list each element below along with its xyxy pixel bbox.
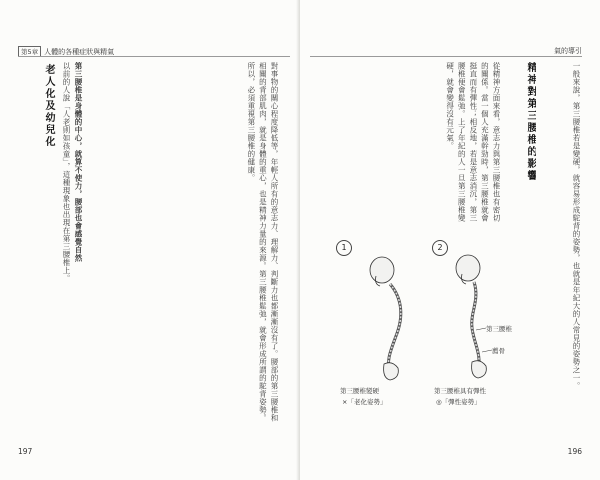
header-rule — [18, 56, 290, 57]
section-header: 氣的導引 — [554, 47, 582, 55]
caption-right-line2: ◎「彈性姿勢」 — [436, 398, 481, 406]
caption-right-line1: 第三腰椎具有彈性 — [434, 387, 486, 395]
left-paragraph-end: 以前的人說「人老則如孩童」，這種現象也出現在第三腰椎上。 — [62, 62, 71, 283]
left-paragraph-main: 對事物的關心程度降低等，年輕人所有的意志力、理解力、判斷力也都漸漸沒有了。腰部的第三腰椎和相關的背部肌肉，就是身體的重心，也是精神力量的來源。第三腰椎鬆弛，就會形成所謂的駝背姿勢。所以，必須重視第三腰椎的健康。 — [246, 62, 279, 422]
left-section-heading: 老人化及幼兒化 — [43, 64, 54, 148]
sacrum-leader-line — [482, 350, 492, 352]
skull-right — [456, 255, 480, 281]
pelvis-right — [472, 361, 487, 378]
l3-leader-line — [476, 328, 486, 330]
left-end-paragraph — [18, 62, 72, 424]
caption-left-line1: 第三腰椎變硬 — [340, 387, 379, 395]
flexible-spine-figure — [456, 255, 492, 378]
spine-curve-left — [388, 284, 400, 374]
label-sacrum: 薦骨 — [492, 347, 505, 355]
spine-figure — [328, 240, 528, 420]
left-emphasis-paragraph — [72, 62, 84, 424]
header-rule — [310, 56, 582, 57]
right-intro-paragraph — [558, 62, 582, 424]
right-section-heading: 精神對第三腰椎的影響 — [525, 62, 536, 182]
chapter-label: 第5章 — [18, 46, 41, 57]
left-paragraph-emph: 第三腰椎是身體的中心，就算不使力，腰部也會感覺自然 — [74, 62, 83, 262]
aged-spine-figure — [370, 257, 401, 380]
spine-curve-right — [472, 282, 479, 372]
right-page — [300, 0, 600, 480]
skull-left — [370, 257, 394, 283]
left-main-paragraph — [98, 62, 280, 424]
right-paragraph-body: 從精神方面來看，意志力與第三腰椎也有密切的關係。當一個人充滿幹勁時，第三腰椎就會挺直而有彈性；相反地，若是意志消沉，第三腰椎便會鬆弛。上了年紀的人一旦第三腰椎變硬，就會變得沒有元氣。 — [445, 62, 501, 222]
page-number-right: 196 — [567, 447, 582, 456]
caption-left-line2: ×「老化姿勢」 — [342, 398, 387, 406]
page-number-left: 197 — [18, 447, 33, 456]
right-paragraph-intro: 一般來說，第三腰椎若是變硬，就容易形成駝背的姿勢，也就是年紀大的人常見的姿勢之一。 — [572, 62, 581, 390]
figure-number-1: 1 — [336, 240, 352, 256]
label-third-lumbar: 第三腰椎 — [486, 325, 512, 333]
pelvis-left — [384, 363, 399, 380]
figure-number-2: 2 — [432, 240, 448, 256]
chapter-title: 人體的各種症狀與精氣 — [44, 48, 115, 56]
right-body-paragraph — [312, 62, 502, 222]
